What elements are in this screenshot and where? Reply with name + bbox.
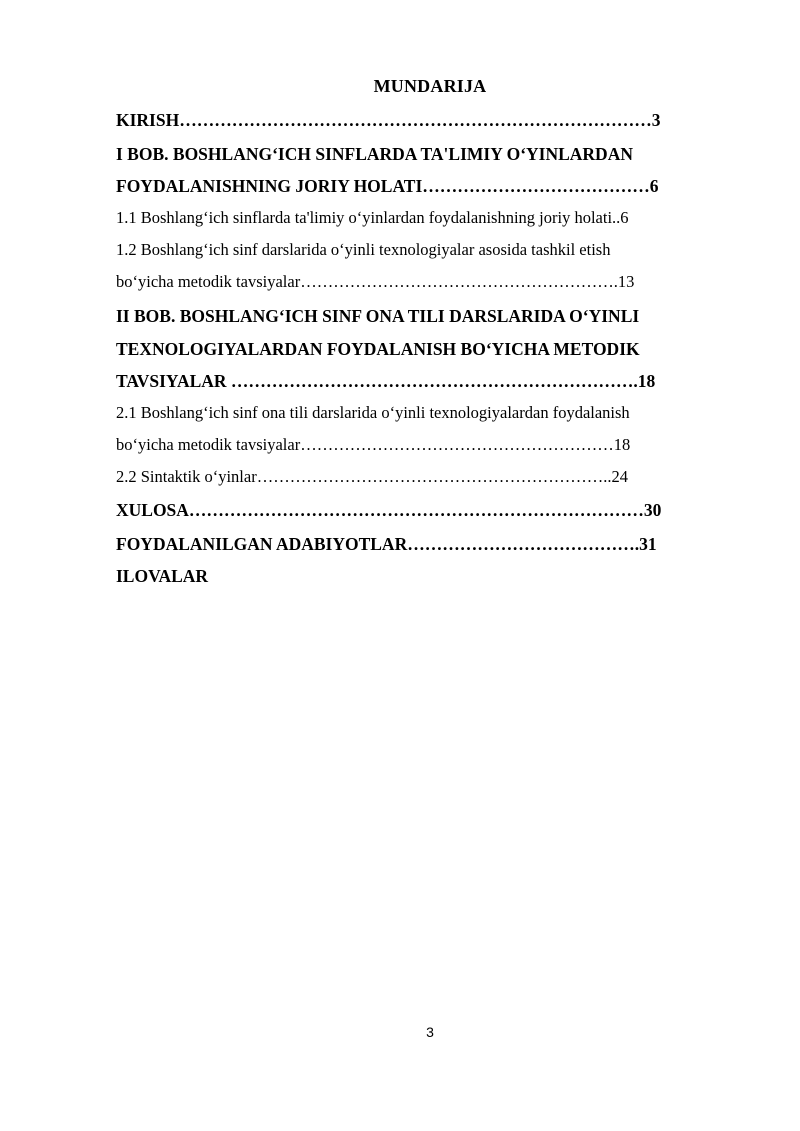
toc-entry-chapter-1-line-1: I BOB. BOSHLANG‘ICH SINFLARDA TA'LIMIY O‘YINLARDAN [116, 144, 633, 164]
page-title: MUNDARIJA [373, 76, 487, 96]
toc-entry-chapter-1-line-2: FOYDALANISHNING JORIY HOLATI…………………………………6 [116, 176, 659, 196]
toc-entry-section-1-2-line-2: bo‘yicha metodik tavsiyalar………………………………………………….13 [116, 272, 635, 291]
toc-entry-chapter-2-line-1: II BOB. BOSHLANG‘ICH SINF ONA TILI DARSLARIDA O‘YINLI [116, 306, 640, 326]
toc-entry-chapter-2-line-3: TAVSIYALAR …………………………………………………………….18 [116, 371, 656, 391]
toc-entry-kirish: KIRISH………………………………………………………………………3 [116, 110, 661, 130]
toc-entry-xulosa: XULOSA……………………………………………………………………30 [116, 500, 662, 520]
page-number: 3 [426, 1024, 434, 1040]
toc-entry-section-2-2: 2.2 Sintaktik o‘yinlar………………………………………………………..24 [116, 467, 628, 486]
toc-entry-section-2-1-line-2: bo‘yicha metodik tavsiyalar…………………………………………………18 [116, 435, 631, 454]
toc-entry-section-1-1: 1.1 Boshlang‘ich sinflarda ta'limiy o‘yinlardan foydalanishning joriy holati..6 [116, 208, 629, 227]
toc-entry-adabiyotlar: FOYDALANILGAN ADABIYOTLAR………………………………….31 [116, 534, 657, 554]
toc-entry-chapter-2-line-2: TEXNOLOGIYALARDAN FOYDALANISH BO‘YICHA METODIK [116, 339, 640, 359]
toc-entry-ilovalar: ILOVALAR [116, 566, 209, 586]
toc-entry-section-2-1-line-1: 2.1 Boshlang‘ich sinf ona tili darslarida o‘yinli texnologiyalardan foydalanish [116, 403, 630, 422]
toc-entry-section-1-2-line-1: 1.2 Boshlang‘ich sinf darslarida o‘yinli texnologiyalar asosida tashkil etish [116, 240, 611, 259]
